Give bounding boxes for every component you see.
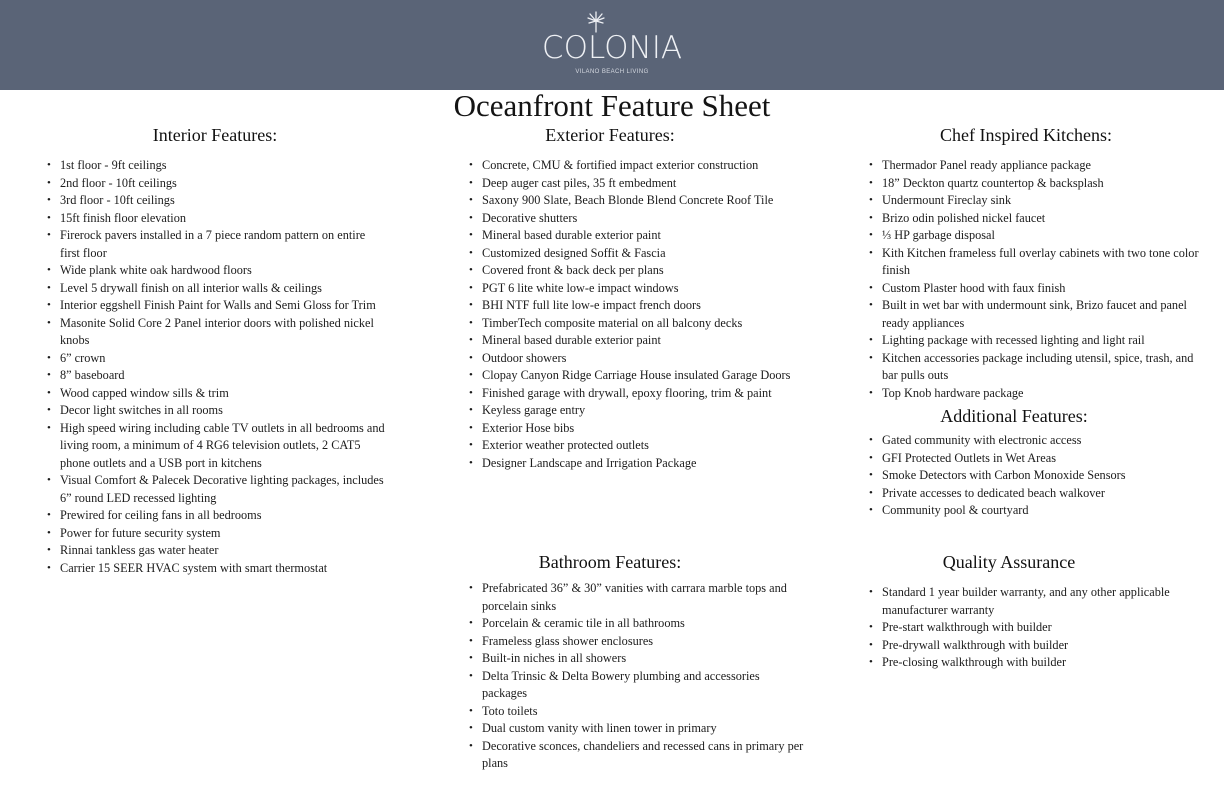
list-item: • 1st floor - 9ft ceilings	[60, 157, 386, 175]
list-item: • 8” baseboard	[60, 367, 386, 385]
list-item: • ⅓ HP garbage disposal	[882, 227, 1206, 245]
list-item: • Pre-start walkthrough with builder	[882, 619, 1194, 637]
list-item: • Firerock pavers installed in a 7 piece random pattern on entire first floor	[60, 227, 386, 262]
list-item: • 2nd floor - 10ft ceilings	[60, 175, 386, 193]
list-item: • Delta Trinsic & Delta Bowery plumbing and accessories packages	[482, 668, 804, 703]
list-item: • Standard 1 year builder warranty, and any other applicable manufacturer warranty	[882, 584, 1194, 619]
list-item: • Wide plank white oak hardwood floors	[60, 262, 386, 280]
list-item: • Visual Comfort & Palecek Decorative lighting packages, includes 6” round LED recessed lighting	[60, 472, 386, 507]
list-item: • Rinnai tankless gas water heater	[60, 542, 386, 560]
additional-heading: Additional Features:	[940, 406, 1088, 426]
header-banner	[0, 0, 1224, 90]
brand-tagline: VILANO BEACH LIVING	[575, 69, 649, 75]
bathroom-heading: Bathroom Features:	[538, 552, 682, 572]
list-item: • Pre-drywall walkthrough with builder	[882, 637, 1194, 655]
list-item: • Decor light switches in all rooms	[60, 402, 386, 420]
additional-list	[868, 432, 1206, 520]
exterior-list	[468, 157, 800, 472]
list-item: • Covered front & back deck per plans	[482, 262, 800, 280]
list-item: • Gated community with electronic access	[882, 432, 1206, 450]
kitchen-heading: Chef Inspired Kitchens:	[940, 125, 1112, 145]
list-item: • Frameless glass shower enclosures	[482, 633, 804, 651]
list-item: • 6” crown	[60, 350, 386, 368]
list-item: • Outdoor showers	[482, 350, 800, 368]
list-item: • 15ft finish floor elevation	[60, 210, 386, 228]
list-item: • Decorative sconces, chandeliers and recessed cans in primary per plans	[482, 738, 804, 773]
list-item: • Mineral based durable exterior paint	[482, 227, 800, 245]
list-item: • Top Knob hardware package	[882, 385, 1206, 403]
list-item: • Mineral based durable exterior paint	[482, 332, 800, 350]
list-item: • Interior eggshell Finish Paint for Walls and Semi Gloss for Trim	[60, 297, 386, 315]
list-item: • Carrier 15 SEER HVAC system with smart thermostat	[60, 560, 386, 578]
list-item: • Wood capped window sills & trim	[60, 385, 386, 403]
list-item: • Concrete, CMU & fortified impact exterior construction	[482, 157, 800, 175]
list-item: • Smoke Detectors with Carbon Monoxide Sensors	[882, 467, 1206, 485]
list-item: • Designer Landscape and Irrigation Package	[482, 455, 800, 473]
quality-heading: Quality Assurance	[942, 552, 1076, 572]
list-item: • 18” Deckton quartz countertop & backsplash	[882, 175, 1206, 193]
list-item: • Kith Kitchen frameless full overlay cabinets with two tone color finish	[882, 245, 1206, 280]
list-item: • Keyless garage entry	[482, 402, 800, 420]
list-item: • TimberTech composite material on all balcony decks	[482, 315, 800, 333]
list-item: • Thermador Panel ready appliance package	[882, 157, 1206, 175]
list-item: • Custom Plaster hood with faux finish	[882, 280, 1206, 298]
list-item: • Exterior weather protected outlets	[482, 437, 800, 455]
quality-list	[868, 584, 1194, 672]
list-item: • Exterior Hose bibs	[482, 420, 800, 438]
list-item: • Deep auger cast piles, 35 ft embedment	[482, 175, 800, 193]
list-item: • Clopay Canyon Ridge Carriage House insulated Garage Doors	[482, 367, 800, 385]
list-item: • Undermount Fireclay sink	[882, 192, 1206, 210]
list-item: • Toto toilets	[482, 703, 804, 721]
list-item: • 3rd floor - 10ft ceilings	[60, 192, 386, 210]
list-item: • Masonite Solid Core 2 Panel interior doors with polished nickel knobs	[60, 315, 386, 350]
brand-logo-text: COLONIA	[541, 30, 683, 66]
page-title: Oceanfront Feature Sheet	[453, 88, 771, 123]
list-item: • PGT 6 lite white low-e impact windows	[482, 280, 800, 298]
list-item: • Porcelain & ceramic tile in all bathrooms	[482, 615, 804, 633]
list-item: • Private accesses to dedicated beach walkover	[882, 485, 1206, 503]
list-item: • Brizo odin polished nickel faucet	[882, 210, 1206, 228]
list-item: • Community pool & courtyard	[882, 502, 1206, 520]
list-item: • Built-in niches in all showers	[482, 650, 804, 668]
exterior-heading: Exterior Features:	[545, 125, 675, 145]
list-item: • Decorative shutters	[482, 210, 800, 228]
list-item: • Built in wet bar with undermount sink, Brizo faucet and panel ready appliances	[882, 297, 1206, 332]
list-item: • Prewired for ceiling fans in all bedrooms	[60, 507, 386, 525]
list-item: • GFI Protected Outlets in Wet Areas	[882, 450, 1206, 468]
list-item: • Power for future security system	[60, 525, 386, 543]
list-item: • Level 5 drywall finish on all interior walls & ceilings	[60, 280, 386, 298]
list-item: • Prefabricated 36” & 30” vanities with carrara marble tops and porcelain sinks	[482, 580, 804, 615]
list-item: • Saxony 900 Slate, Beach Blonde Blend Concrete Roof Tile	[482, 192, 800, 210]
list-item: • Pre-closing walkthrough with builder	[882, 654, 1194, 672]
list-item: • Lighting package with recessed lighting and light rail	[882, 332, 1206, 350]
list-item: • Dual custom vanity with linen tower in primary	[482, 720, 804, 738]
list-item: • Customized designed Soffit & Fascia	[482, 245, 800, 263]
bathroom-list	[468, 580, 804, 773]
list-item: • BHI NTF full lite low-e impact french doors	[482, 297, 800, 315]
interior-list	[46, 157, 386, 577]
interior-heading: Interior Features:	[152, 125, 278, 145]
list-item: • Finished garage with drywall, epoxy flooring, trim & paint	[482, 385, 800, 403]
kitchen-list	[868, 157, 1206, 402]
list-item: • High speed wiring including cable TV outlets in all bedrooms and living room, a minimum of 4 RG6 television outlets, 2 CAT5 phone outlets and a USB port in kitchens	[60, 420, 386, 473]
list-item: • Kitchen accessories package including utensil, spice, trash, and bar pulls outs	[882, 350, 1206, 385]
